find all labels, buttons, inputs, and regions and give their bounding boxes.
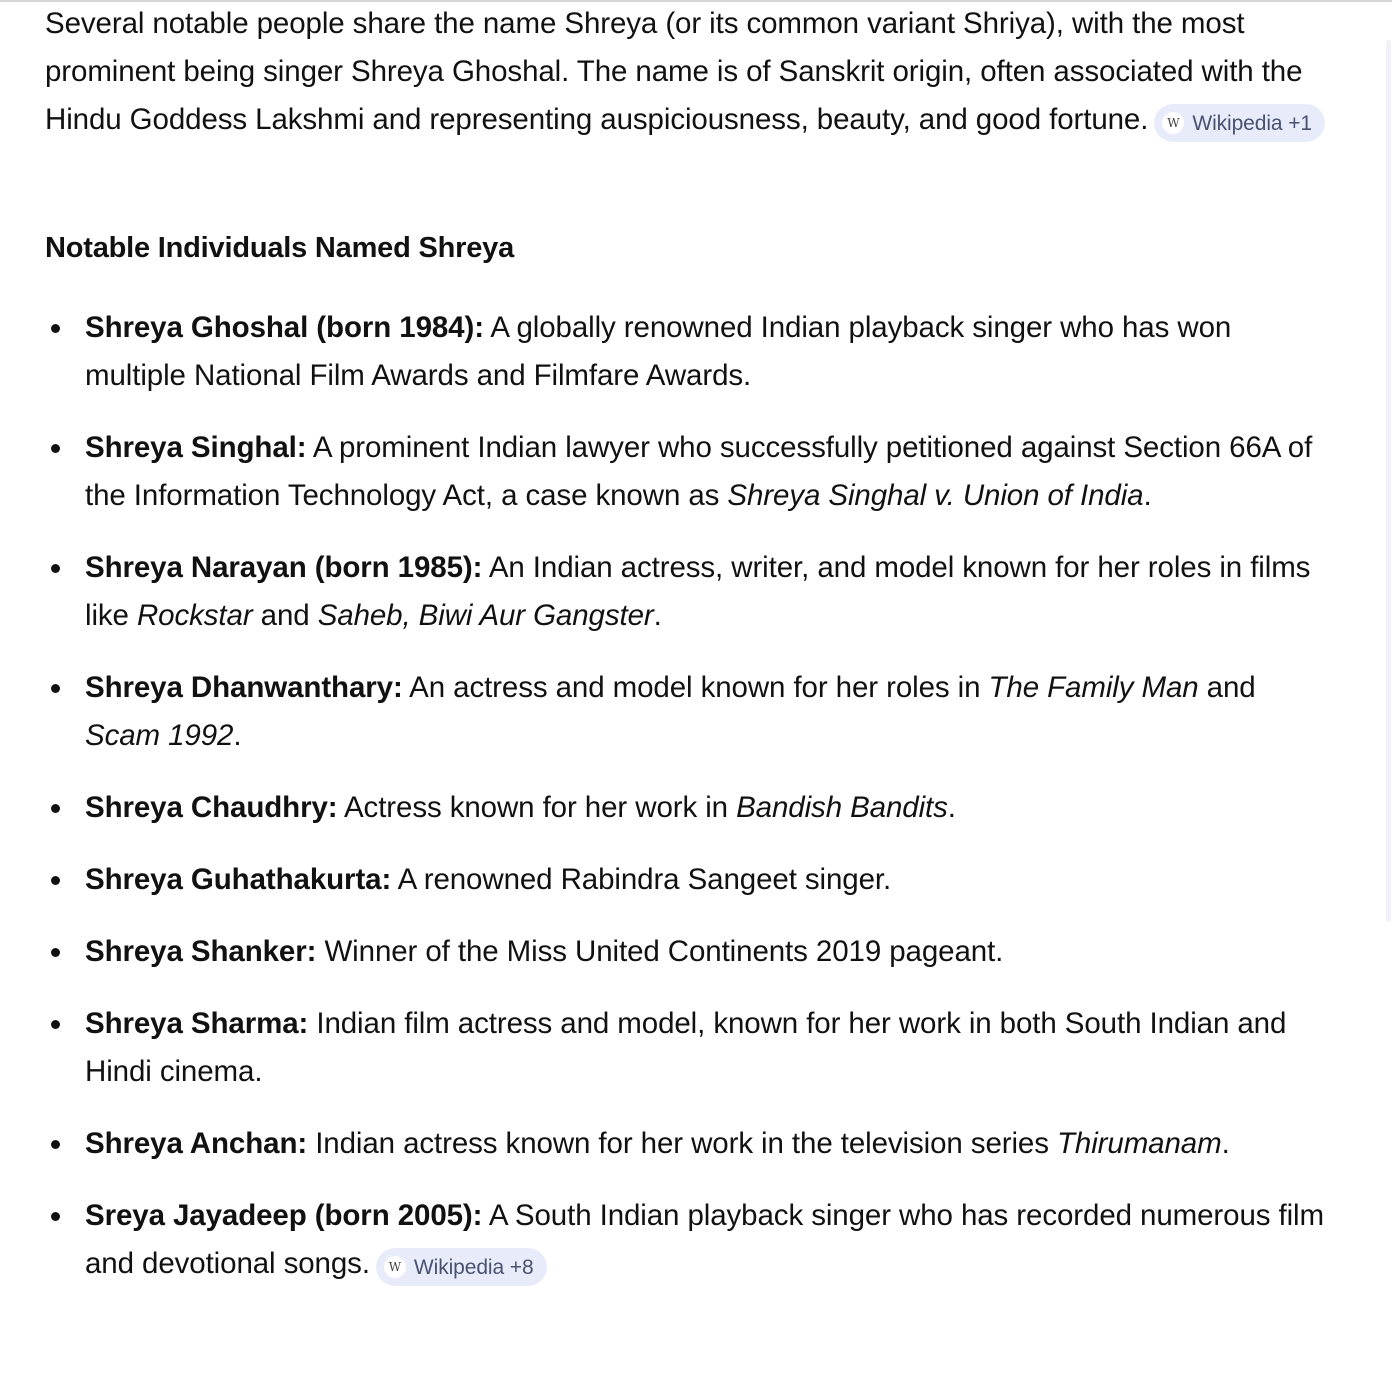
- show-title: Bandish Bandits: [736, 791, 948, 824]
- case-title: Shreya Singhal v. Union of India: [727, 479, 1144, 512]
- answer-content: [45, 0, 1325, 1280]
- person-name: Shreya Ghoshal (born 1984):: [85, 311, 484, 344]
- film-title: Saheb, Biwi Aur Gangster: [317, 599, 654, 632]
- person-name: Shreya Dhanwanthary:: [85, 671, 403, 704]
- bullet-icon: [51, 684, 60, 693]
- description: A globally renowned Indian playback singer who has won multiple National Film Awards and Filmfare Awards.: [85, 311, 1232, 392]
- show-title: Thirumanam: [1057, 1127, 1222, 1160]
- bullet-icon: [51, 1020, 60, 1029]
- description: A South Indian playback singer who has recorded numerous film and devotional songs.: [85, 1199, 1324, 1280]
- wikipedia-icon: W: [1162, 112, 1184, 134]
- punctuation: .: [1221, 1127, 1230, 1160]
- bullet-icon: [51, 1212, 60, 1221]
- bullet-icon: [51, 876, 60, 885]
- wikipedia-icon: W: [384, 1256, 406, 1278]
- person-name: Shreya Guhathakurta:: [85, 863, 392, 896]
- film-title: Rockstar: [136, 599, 253, 632]
- description: An actress and model known for her roles in: [402, 671, 989, 704]
- description: and: [252, 599, 318, 632]
- description: Winner of the Miss United Continents 2019 pageant.: [316, 935, 1004, 968]
- description: and: [1198, 671, 1256, 704]
- person-name: Shreya Singhal:: [85, 431, 307, 464]
- bullet-icon: [51, 444, 60, 453]
- section-heading: Notable Individuals Named Shreya: [45, 232, 515, 264]
- punctuation: .: [1143, 479, 1152, 512]
- citation-badge-wikipedia[interactable]: [376, 1248, 547, 1286]
- show-title: The Family Man: [988, 671, 1199, 704]
- list-item: [45, 1000, 1325, 1096]
- bullet-icon: [51, 324, 60, 333]
- bullet-icon: [51, 804, 60, 813]
- list-item: [45, 1192, 1325, 1288]
- list-item: [45, 424, 1325, 520]
- list-item: [45, 304, 1325, 400]
- list-item: [45, 856, 1325, 904]
- list-item: [45, 928, 1325, 976]
- bullet-icon: [51, 1140, 60, 1149]
- person-name: Shreya Shanker:: [85, 935, 317, 968]
- scrollbar[interactable]: [1386, 40, 1391, 922]
- people-list: [45, 304, 1325, 1312]
- citation-label: Wikipedia +1: [1192, 111, 1312, 135]
- person-name: Shreya Sharma:: [85, 1007, 309, 1040]
- person-name: Sreya Jayadeep (born 2005):: [85, 1199, 483, 1232]
- citation-badge-wikipedia[interactable]: [1154, 104, 1325, 142]
- description: An Indian actress, writer, and model known for her roles in films like: [85, 551, 1311, 632]
- person-name: Shreya Narayan (born 1985):: [85, 551, 483, 584]
- list-item: [45, 1120, 1325, 1168]
- intro-text: Several notable people share the name Shreya (or its common variant Shriya), with the most prominent being singer Shreya Ghoshal. The name is of Sanskrit origin, often associated with the Hindu Goddess Lakshmi and representing auspiciousness, beauty, and good fortune.: [45, 7, 1303, 136]
- person-name: Shreya Anchan:: [85, 1127, 308, 1160]
- description: A renowned Rabindra Sangeet singer.: [391, 863, 892, 896]
- punctuation: .: [233, 719, 242, 752]
- person-name: Shreya Chaudhry:: [85, 791, 338, 824]
- citation-label: Wikipedia +8: [413, 1255, 534, 1279]
- punctuation: .: [947, 791, 956, 824]
- description: Indian film actress and model, known for her work in both South Indian and Hindi cinema.: [85, 1007, 1287, 1088]
- bullet-icon: [51, 564, 60, 573]
- list-item: [45, 784, 1325, 832]
- bullet-icon: [51, 948, 60, 957]
- description: A prominent Indian lawyer who successfully petitioned against Section 66A of the Information Technology Act, a case known as: [85, 431, 1313, 512]
- description: Actress known for her work in: [337, 791, 737, 824]
- list-item: [45, 664, 1325, 760]
- intro-paragraph: [45, 0, 1325, 144]
- list-item: [45, 544, 1325, 640]
- show-title: Scam 1992: [85, 719, 234, 752]
- description: Indian actress known for her work in the television series: [307, 1127, 1057, 1160]
- punctuation: .: [653, 599, 662, 632]
